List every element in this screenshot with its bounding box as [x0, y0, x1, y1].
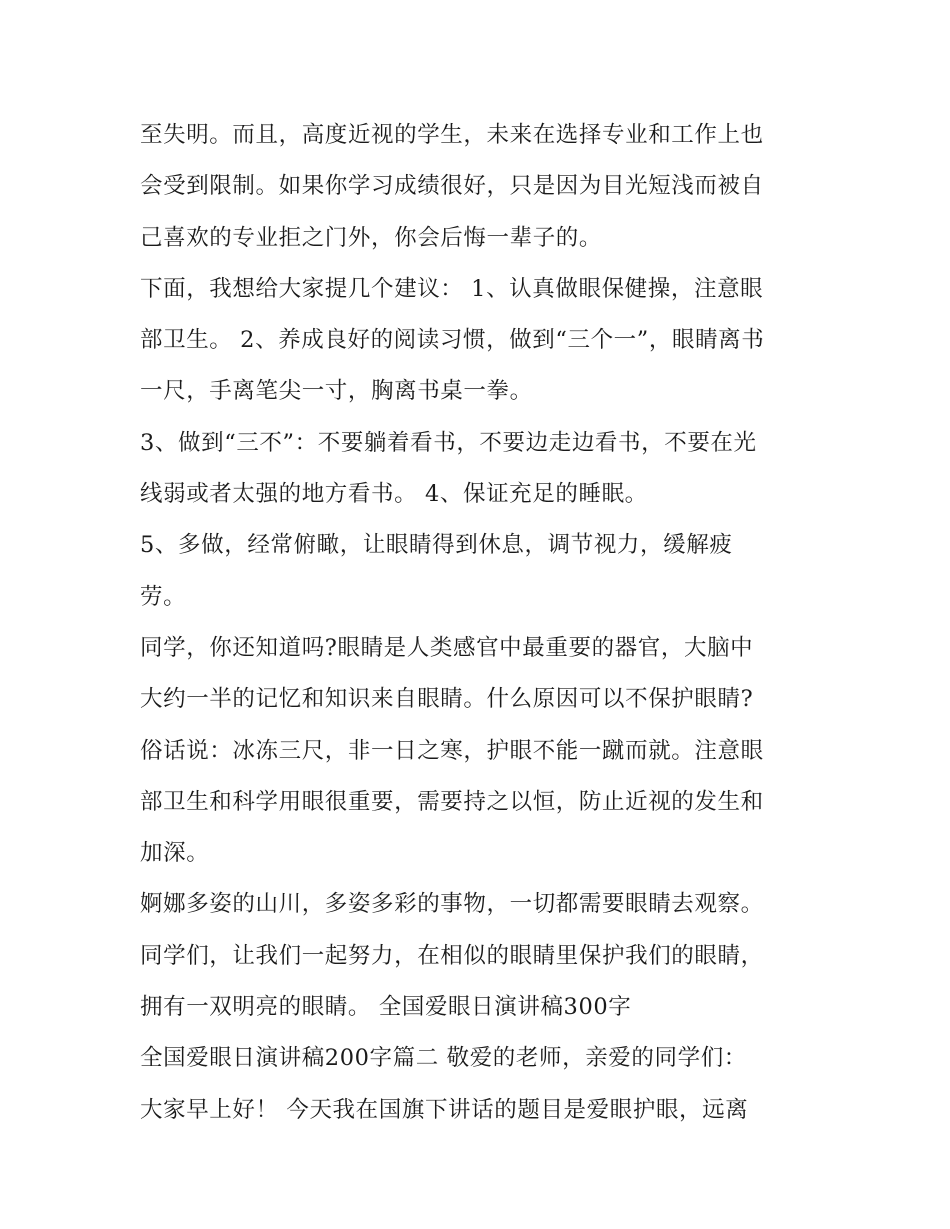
text-line: 拥有一双明亮的眼睛。 全国爱眼日演讲稿300字 [140, 994, 632, 1021]
body-text [140, 110, 830, 1136]
text-line: 同学，你还知道吗?眼睛是人类感官中最重要的器官，大脑中 [140, 634, 754, 661]
text-line: 下面，我想给大家提几个建议： 1、认真做眼保健操，注意眼 [140, 275, 764, 302]
text-line: 会受到限制。如果你学习成绩很好，只是因为目光短浅而被自 [140, 173, 764, 200]
text-line: 部卫生和科学用眼很重要，需要持之以恒，防止近视的发生和 [140, 788, 764, 815]
text-line: 3、做到“三不”：不要躺着看书，不要边走边看书，不要在光 [140, 429, 757, 456]
text-line: 婀娜多姿的山川，多姿多彩的事物，一切都需要眼睛去观察。 [140, 891, 764, 918]
text-line: 线弱或者太强的地方看书。 4、保证充足的睡眠。 [140, 481, 648, 508]
text-line: 加深。 [140, 840, 210, 867]
text-line: 5、多做，经常俯瞰，让眼睛得到休息，调节视力，缓解疲 [140, 532, 733, 559]
text-line: 同学们，让我们一起努力，在相似的眼睛里保护我们的眼睛， [140, 942, 764, 969]
text-line: 劳。 [140, 583, 187, 610]
text-line: 一尺，手离笔尖一寸，胸离书桌一拳。 [140, 378, 533, 405]
text-line: 全国爱眼日演讲稿200字篇二 敬爱的老师，亲爱的同学们： [140, 1045, 747, 1072]
text-line: 己喜欢的专业拒之门外，你会后悔一辈子的。 [140, 224, 603, 251]
text-line: 大约一半的记忆和知识来自眼睛。什么原因可以不保护眼睛? [140, 686, 754, 713]
text-line: 俗话说：冰冻三尺，非一日之寒，护眼不能一蹴而就。注意眼 [140, 737, 764, 764]
text-line: 大家早上好！ 今天我在国旗下讲话的题目是爱眼护眼，远离 [140, 1096, 749, 1123]
text-line: 部卫生。 2、养成良好的阅读习惯，做到“三个一”，眼睛离书 [140, 327, 765, 354]
text-line: 至失明。而且，高度近视的学生，未来在选择专业和工作上也 [140, 122, 764, 148]
